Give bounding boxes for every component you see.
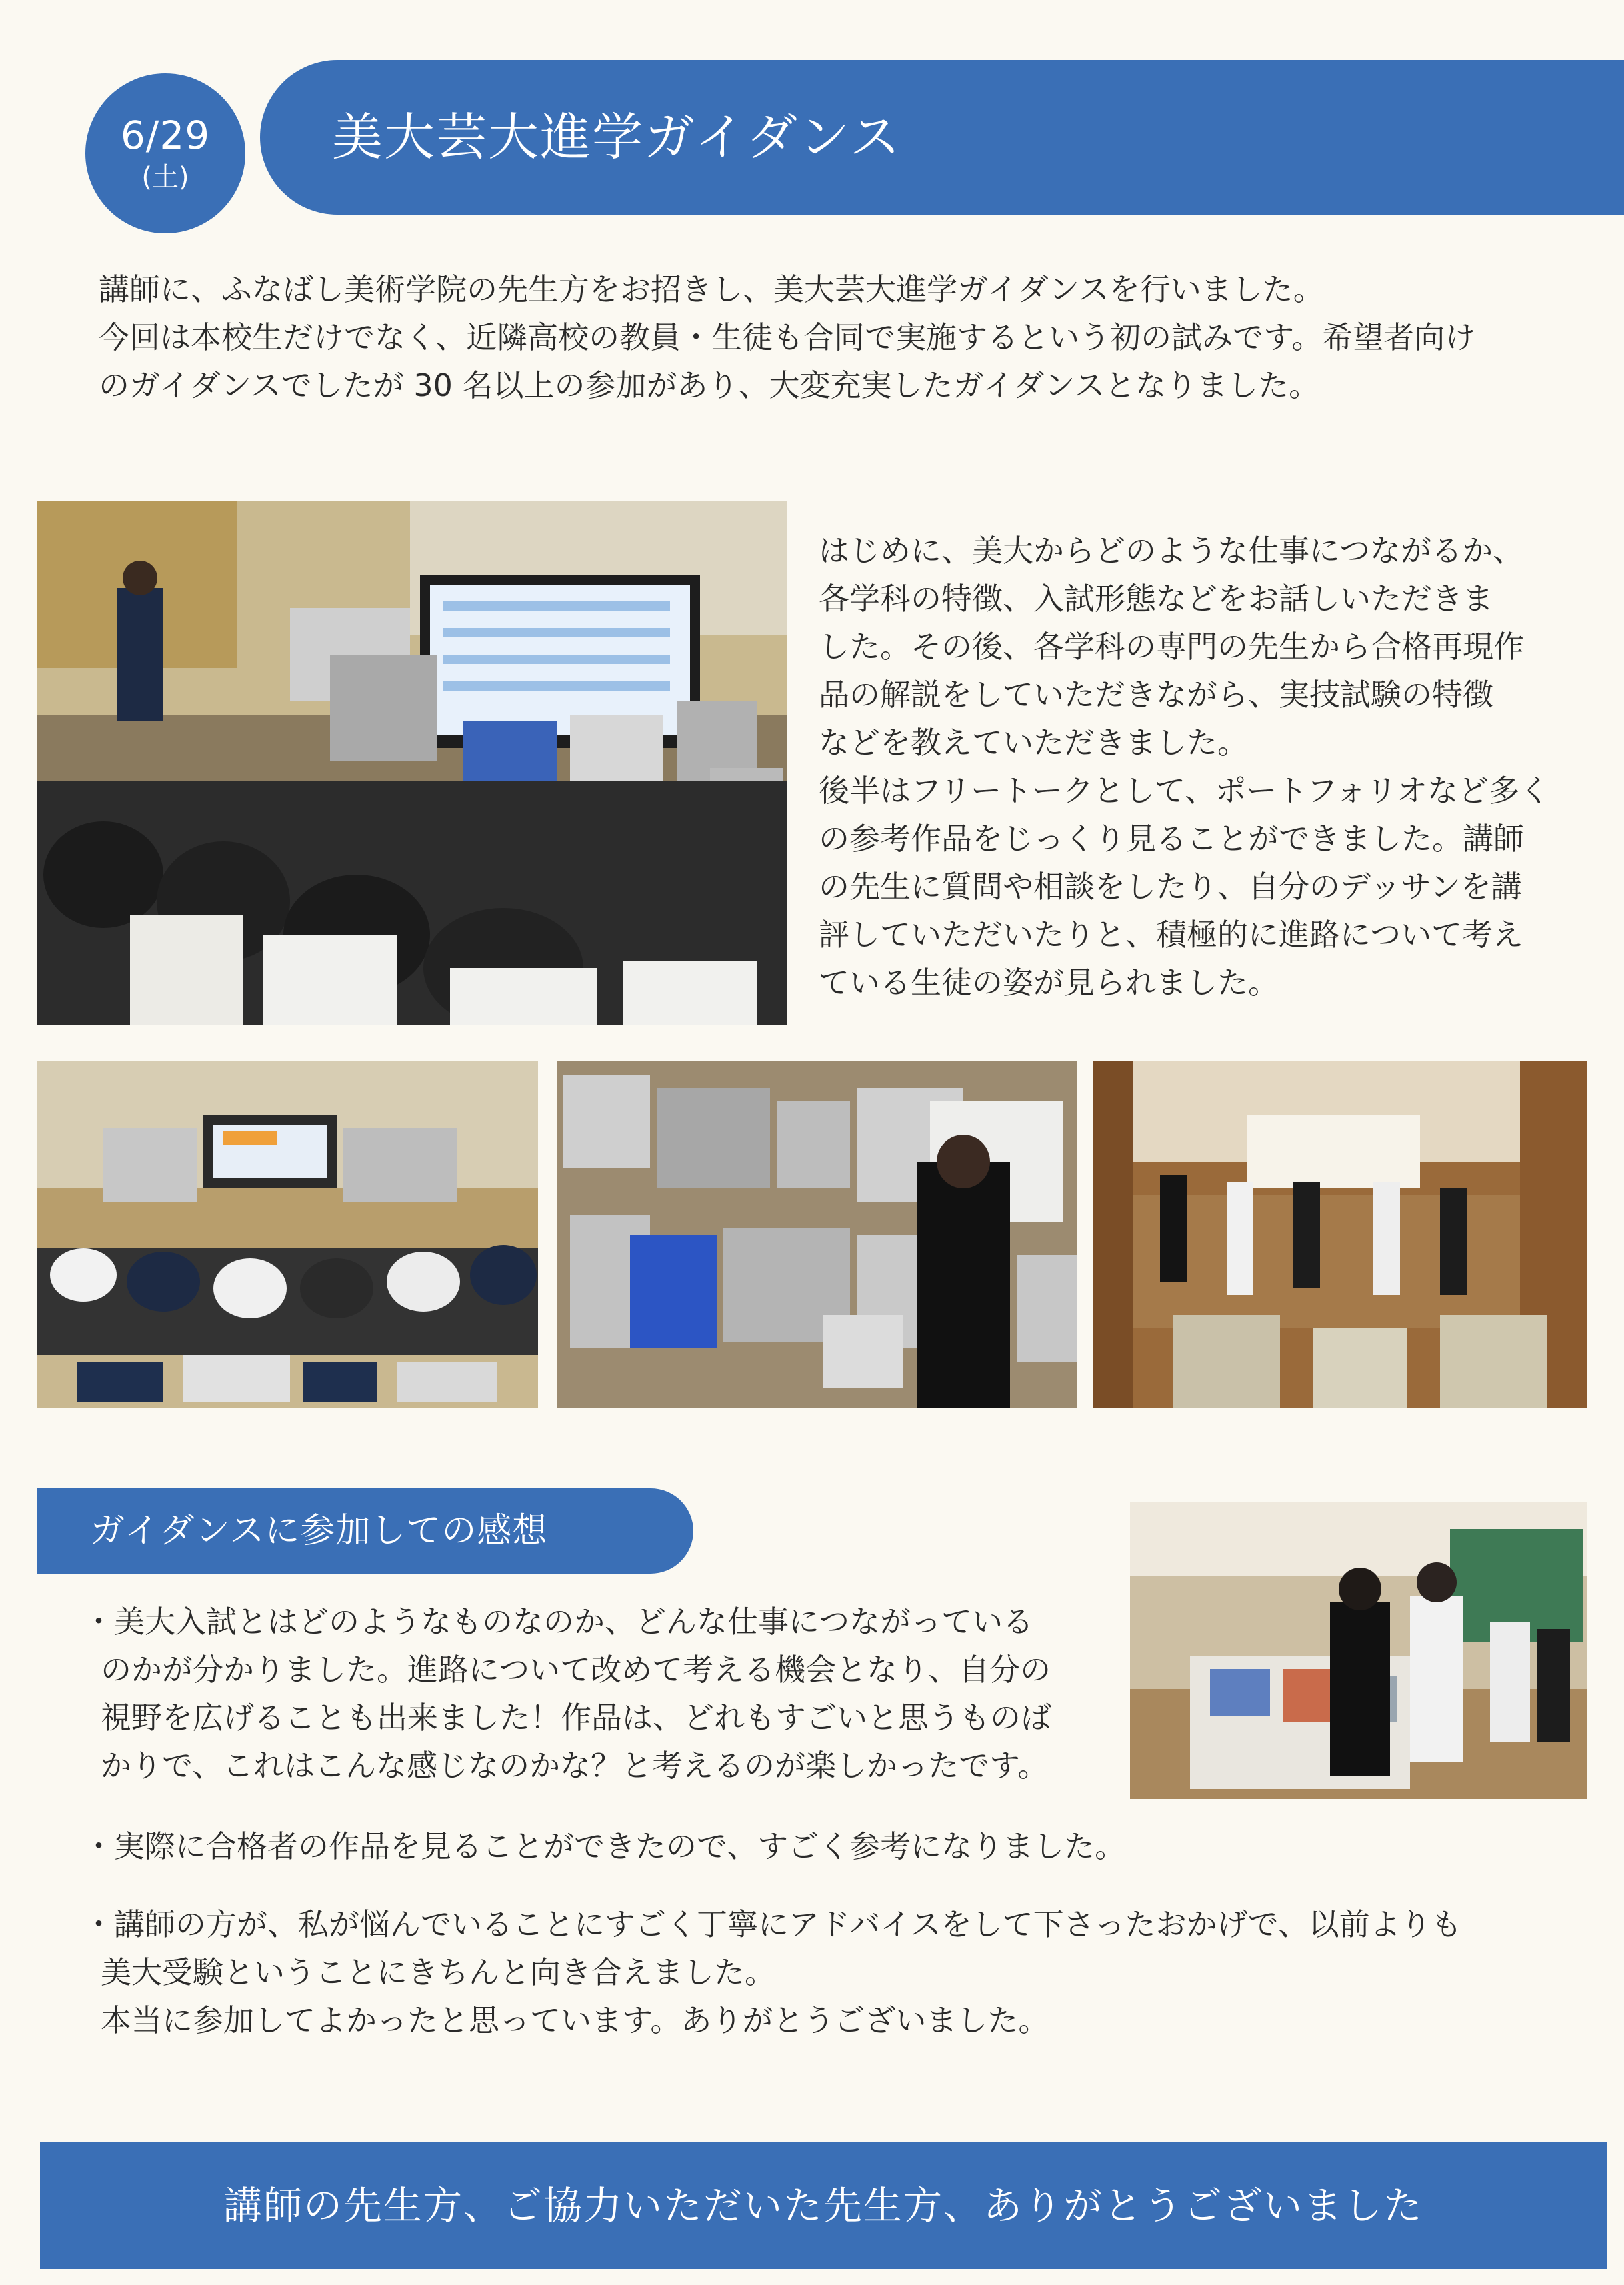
- impression-line: かりで、これはこんな感じなのかな？と考えるのが楽しかったです。: [101, 1748, 1049, 1784]
- intro-paragraph: [99, 265, 1532, 409]
- photo-gallery-hall: [1093, 1061, 1587, 1408]
- event-description: [819, 527, 1565, 1007]
- impression-line: 美大受験ということにきちんと向き合えました。: [101, 1954, 775, 1990]
- impression-line: ・実際に合格者の作品を見ることができたので、すごく参考になりました。: [83, 1828, 1126, 1864]
- description-line: 品の解説をしていただきながら、実技試験の特徴: [819, 677, 1493, 713]
- photo-students-viewing: [1130, 1502, 1587, 1799]
- impression-line: ・講師の方が、私が悩んでいることにすごく丁寧にアドバイスをして下さったおかげで、以前よりも: [83, 1906, 1462, 1942]
- impressions-heading: ガイダンスに参加しての感想: [37, 1488, 693, 1574]
- footer-thanks: 講師の先生方、ご協力いただいた先生方、ありがとうございました: [40, 2142, 1607, 2269]
- description-line: の先生に質問や相談をしたり、自分のデッサンを講: [819, 869, 1522, 905]
- photo-audience: [37, 1061, 538, 1408]
- description-line: 各学科の特徴、入試形態などをお話しいただきま: [819, 581, 1493, 617]
- impression-item-3: [83, 1900, 1583, 2044]
- description-line: などを教えていただきました。: [819, 725, 1248, 761]
- title-banner: [260, 60, 1624, 215]
- impression-line: 本当に参加してよかったと思っています。ありがとうございました。: [101, 2002, 1049, 2038]
- description-line: の参考作品をじっくり見ることができました。講師: [819, 821, 1524, 857]
- date-badge: [85, 73, 245, 233]
- description-line: 評していただいたりと、積極的に進路について考え: [819, 917, 1524, 953]
- description-line: 後半はフリートークとして、ポートフォリオなど多く: [819, 773, 1551, 809]
- impression-item-2: [83, 1822, 1550, 1870]
- intro-line: 講師に、ふなばし美術学院の先生方をお招きし、美大芸大進学ガイダンスを行いました。: [99, 271, 1324, 307]
- impression-line: ・美大入試とはどのようなものなのか、どんな仕事につながっている: [83, 1604, 1034, 1640]
- impression-line: のかが分かりました。進路について改めて考える機会となり、自分の: [101, 1652, 1051, 1688]
- photo-lecture: [37, 501, 787, 1025]
- impression-item-1: [83, 1598, 1123, 1790]
- impression-line: 視野を広げることも出来ました！作品は、どれもすごいと思うものば: [101, 1700, 1051, 1736]
- description-line: した。その後、各学科の専門の先生から合格再現作: [819, 629, 1524, 665]
- intro-line: のガイダンスでしたが 30 名以上の参加があり、大変充実したガイダンスとなりました。: [99, 367, 1320, 403]
- photo-instructor: [557, 1061, 1077, 1408]
- intro-line: 今回は本校生だけでなく、近隣高校の教員・生徒も合同で実施するという初の試みです。希望者向け: [99, 319, 1476, 355]
- page-title: 美大芸大進学ガイダンス: [332, 107, 902, 167]
- event-weekday: (土): [141, 162, 189, 193]
- event-date: 6/29: [120, 113, 211, 158]
- description-line: はじめに、美大からどのような仕事につながるか、: [819, 533, 1524, 569]
- description-line: ている生徒の姿が見られました。: [819, 965, 1279, 1001]
